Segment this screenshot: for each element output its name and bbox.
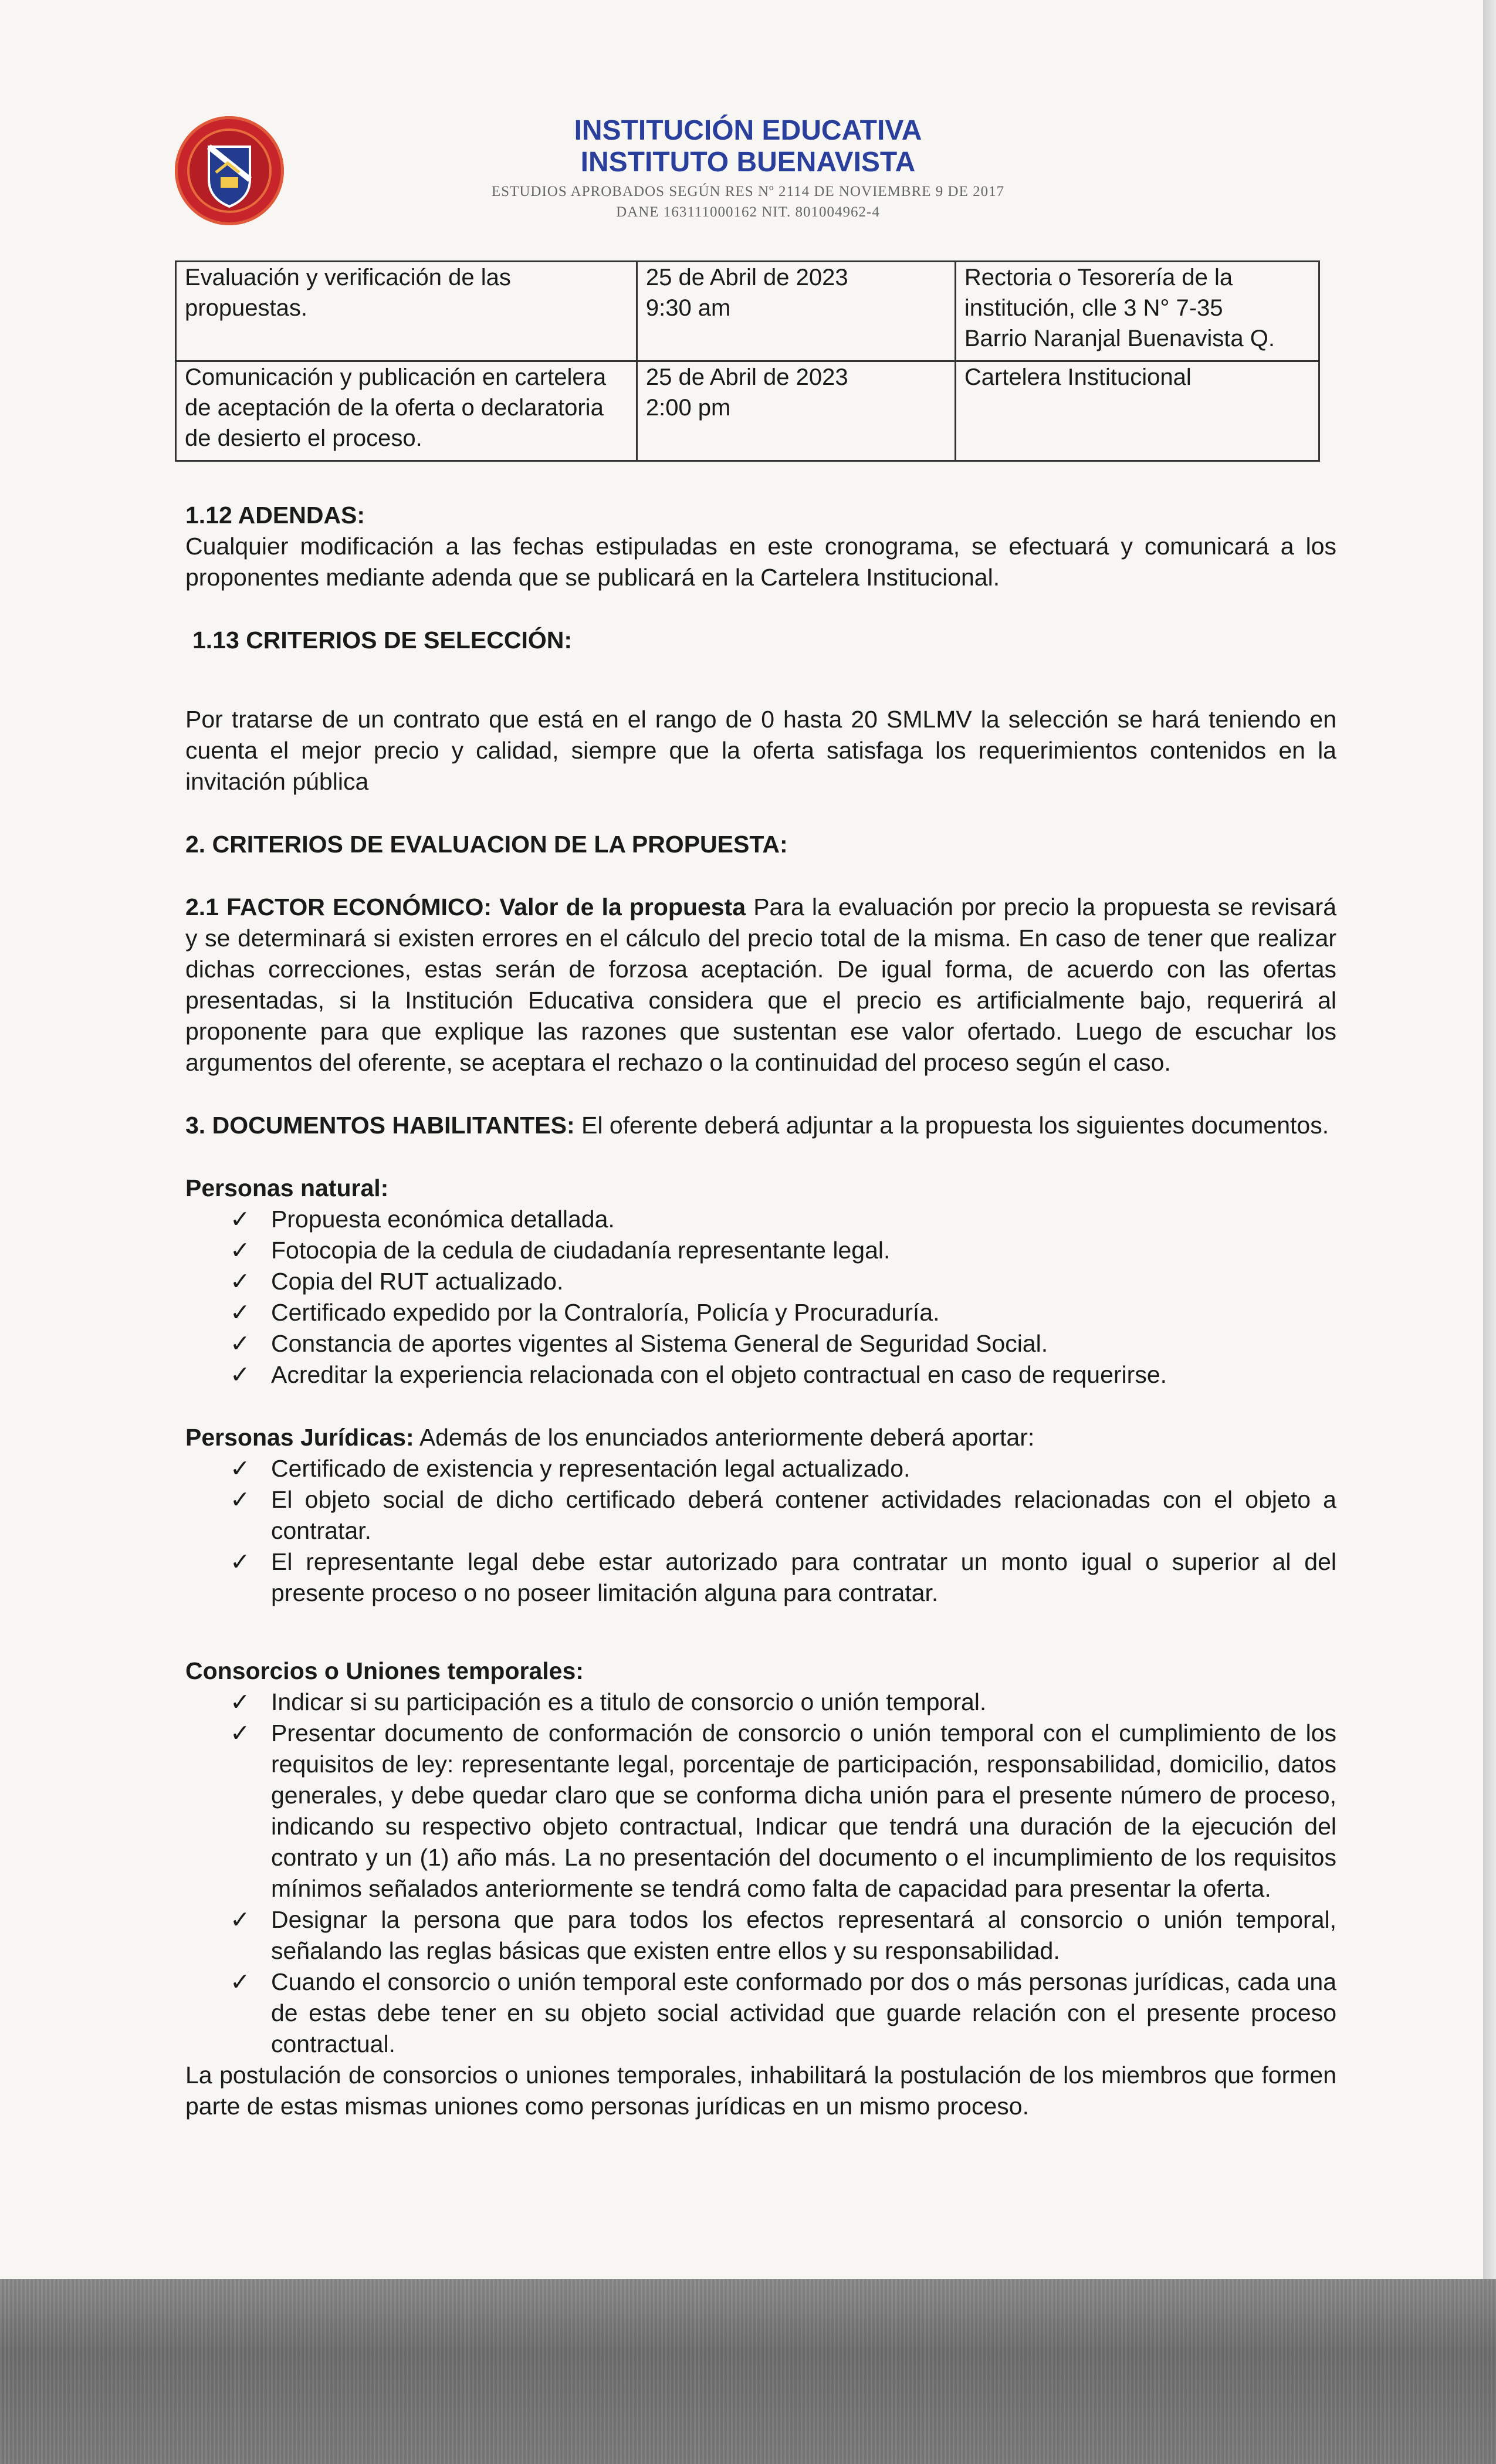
place-line: Cartelera Institucional xyxy=(964,364,1192,390)
list-item: ✓ Certificado de existencia y representación legal actualizado. xyxy=(230,1453,1336,1484)
date-text: 25 de Abril de 2023 xyxy=(645,364,848,390)
subsection-heading: Personas Jurídicas: xyxy=(185,1424,414,1451)
checkmark-icon: ✓ xyxy=(230,1548,251,1575)
checkmark-icon: ✓ xyxy=(230,1268,251,1295)
section-heading: 1.12 ADENDAS: xyxy=(185,502,365,529)
list-item: ✓ El representante legal debe estar autorizado para contratar un monto igual o superior al del presente proceso o no poseer limitación alguna para contratar. xyxy=(230,1546,1336,1609)
list-item: ✓ Certificado expedido por la Contraloría, Policía y Procuraduría. xyxy=(230,1297,1336,1328)
checkmark-icon: ✓ xyxy=(230,1299,251,1326)
checkmark-icon: ✓ xyxy=(230,1361,251,1388)
list-item: ✓ Indicar si su participación es a titulo de consorcio o unión temporal. xyxy=(230,1687,1336,1718)
paragraph-text: Además de los enunciados anteriormente deberá aportar: xyxy=(414,1424,1035,1451)
time-text: 2:00 pm xyxy=(645,395,731,421)
checklist xyxy=(185,1453,1336,1609)
list-item: ✓ Propuesta económica detallada. xyxy=(230,1204,1336,1235)
institution-name-line2: INSTITUTO BUENAVISTA xyxy=(580,147,916,178)
schedule-table xyxy=(175,260,1320,462)
checkmark-icon: ✓ xyxy=(230,1720,251,1747)
list-item: ✓ El objeto social de dicho certificado deberá contener actividades relacionadas con el objeto a contratar. xyxy=(230,1484,1336,1546)
list-item: ✓ Acreditar la experiencia relacionada con el objeto contractual en caso de requerirse. xyxy=(230,1359,1336,1390)
section-heading: 1.13 CRITERIOS DE SELECCIÓN: xyxy=(192,627,573,654)
document-body xyxy=(185,500,1336,2122)
checkmark-icon: ✓ xyxy=(230,1968,251,1995)
paragraph xyxy=(185,892,1336,1078)
table-row xyxy=(176,361,1319,461)
list-item: ✓ Presentar documento de conformación de consorcio o unión temporal con el cumplimiento de los requisitos de ley: representante legal, porcentaje de participación, responsabilidad, domicilio, datos generales, y debe quedar claro que se conforma dicha unión para el presente número de proceso, indicando su respectivo objeto contractual, Indicar que tendrá una duración de la ejecución del contrato y un (1) año más. La no presentación del documento o el incumplimiento de los requisitos mínimos señalados anteriormente se tendrá como falta de capacidad para presentar la oferta. xyxy=(230,1718,1336,1904)
checkmark-icon: ✓ xyxy=(230,1237,251,1264)
place-line: Barrio Naranjal Buenavista Q. xyxy=(964,326,1275,351)
checkmark-icon: ✓ xyxy=(230,1486,251,1513)
inline-heading: 3. DOCUMENTOS HABILITANTES: xyxy=(185,1112,575,1139)
list-item: ✓ Fotocopia de la cedula de ciudadanía representante legal. xyxy=(230,1235,1336,1266)
activity-cell: Evaluación y verificación de las propuestas. xyxy=(176,262,637,361)
dane-nit-line: DANE 163111000162 NIT. 801004962-4 xyxy=(616,204,880,220)
section-heading: 2. CRITERIOS DE EVALUACION DE LA PROPUESTA: xyxy=(185,831,788,858)
place-cell xyxy=(955,361,1319,461)
table-row xyxy=(176,262,1319,361)
paragraph: Por tratarse de un contrato que está en el rango de 0 hasta 20 SMLMV la selección se hará teniendo en cuenta el mejor precio y calidad, siempre que la oferta satisfaga los requerimientos contenidos en la invitación pública xyxy=(185,706,1336,795)
checklist xyxy=(185,1687,1336,2060)
inline-heading: 2.1 FACTOR ECONÓMICO: Valor de la propuesta xyxy=(185,893,746,920)
place-line: institución, clle 3 N° 7-35 xyxy=(964,295,1223,321)
place-cell xyxy=(955,262,1319,361)
paragraph: La postulación de consorcios o uniones temporales, inhabilitará la postulación de los miembros que formen parte de estas mismas uniones como personas jurídicas en un mismo proceso. xyxy=(185,2062,1336,2120)
time-text: 9:30 am xyxy=(645,295,731,321)
checkmark-icon: ✓ xyxy=(230,1906,251,1933)
scan-page-edge xyxy=(1483,0,1496,2279)
paragraph xyxy=(185,1422,1336,1453)
activity-cell: Comunicación y publicación en cartelera de aceptación de la oferta o declaratoria de desierto el proceso. xyxy=(176,361,637,461)
subsection-heading: Personas natural: xyxy=(185,1175,389,1201)
checkmark-icon: ✓ xyxy=(230,1455,251,1482)
scanner-background xyxy=(0,2279,1496,2464)
resolution-line: ESTUDIOS APROBADOS SEGÚN RES Nº 2114 DE NOVIEMBRE 9 DE 2017 xyxy=(491,184,1005,199)
paragraph-text: Para la evaluación por precio la propuesta se revisará y se determinará si existen errores en el cálculo del precio total de la misma. En caso de tener que realizar dichas correcciones, estas serán de forzosa aceptación. De igual forma, de acuerdo con las ofertas presentadas, si la Institución Educativa considera que el precio es artificialmente bajo, requerirá al proponente para que explique las razones que sustentan ese valor ofertado. Luego de escuchar los argumentos del oferente, se aceptara el rechazo o la continuidad del proceso según el caso. xyxy=(185,893,1337,1076)
list-item: ✓ Copia del RUT actualizado. xyxy=(230,1266,1336,1297)
place-line: Rectoria o Tesorería de la xyxy=(964,265,1233,290)
paragraph xyxy=(185,1110,1336,1141)
subsection-heading: Consorcios o Uniones temporales: xyxy=(185,1657,584,1684)
date-cell xyxy=(637,262,955,361)
list-item: ✓ Constancia de aportes vigentes al Sistema General de Seguridad Social. xyxy=(230,1328,1336,1359)
paragraph-text: El oferente deberá adjuntar a la propuesta los siguientes documentos. xyxy=(574,1112,1329,1139)
checkmark-icon: ✓ xyxy=(230,1206,251,1233)
date-text: 25 de Abril de 2023 xyxy=(645,265,848,290)
date-cell xyxy=(637,361,955,461)
checklist xyxy=(185,1204,1336,1390)
list-item: ✓ Designar la persona que para todos los efectos representará al consorcio o unión temporal, señalando las reglas básicas que existen entre ellos y su responsabilidad. xyxy=(230,1904,1336,1967)
checkmark-icon: ✓ xyxy=(230,1688,251,1715)
list-item: ✓ Cuando el consorcio o unión temporal este conformado por dos o más personas jurídicas, cada una de estas debe tener en su objeto social actividad que guarde relación con el presente proceso contractual. xyxy=(230,1967,1336,2060)
checkmark-icon: ✓ xyxy=(230,1330,251,1357)
paragraph: Cualquier modificación a las fechas estipuladas en este cronograma, se efectuará y comunicará a los proponentes mediante adenda que se publicará en la Cartelera Institucional. xyxy=(185,533,1336,591)
institution-name-line1: INSTITUCIÓN EDUCATIVA xyxy=(574,115,922,146)
